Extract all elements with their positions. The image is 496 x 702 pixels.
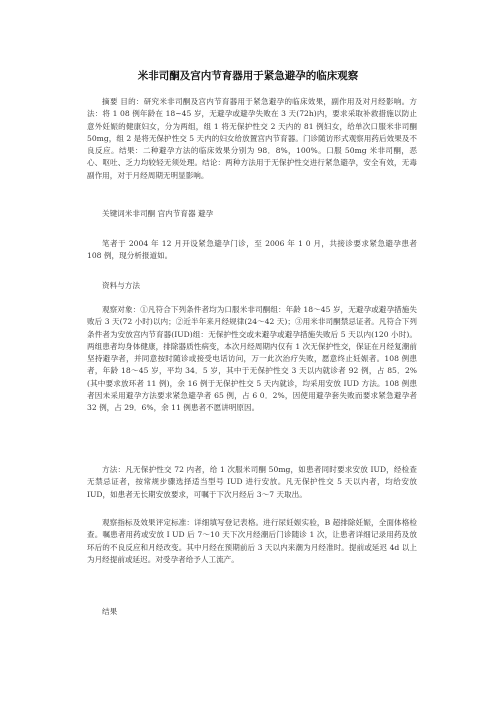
method-paragraph: 方法：凡无保护性交 72 内者，给 1 次服米司酮 50mg，如患者同时要求安放 IUD，经检查无禁忌证者，按常规步骤选择适当型号 IUD 进行安放。凡无保护性交 5 天以内者，均给安放 IUD，如患者无长期安放要求，可嘱于下次月经后 3～7 天取出。	[87, 465, 417, 499]
section-heading-results: 结果	[102, 607, 118, 616]
criteria-paragraph: 观察指标及效果评定标准：详细填写登记表格。进行尿妊娠实验，B 超排除妊娠，全面体格检查。嘱患者用药或安放 I UD 后 7～10 天下次月经潮后门诊随诊 1 次，让患者详细记录用药及放环后的不良反应和月经改变。其中月经在预期前后 3 天以内来潮为月经准时。提前或延迟 4d 以上为月经提前或延迟。对受孕者给予人工流产。	[87, 518, 417, 564]
observation-paragraph: 观察对象：①凡符合下列条件者均为口服米非司酮组：年龄 18～45 岁，无避孕或避孕措施失败后 3 天(72 小时)以内；②近半年来月经规律(24～42 天)；③用米非司酮禁忌证者。凡符合下列条件者为安放宫内节育器(IUD)组：无保护性交或未避孕或避孕措施失败后 5 天以内(120 小时)。两组患者均身体健康，排除器质性病变，本次月经周期内仅有 1 次无保护性交，保证在月经复潮前坚持避孕者，并同意按时随诊或接受电话访问，万一此次治疗失败，愿意终止妊娠者。108 例患者，年龄 18～45 岁，平均 34．5 岁，其中于无保护性交 3 天以内就诊者 92 例，占 85．2%(其中要求放环者 11 例)，余 16 例于无保护性交 5 天内就诊，均采用安放 IUD 方法。108 例患者因未采用避孕方法要求紧急避孕者 65 例，占 6 0．2%，因使用避孕套失败而要求紧急避孕者 32 例，占 29．6%，余 11 例患者不愿讲明原因。	[87, 305, 417, 413]
section-heading-materials: 资料与方法	[102, 281, 140, 290]
document-title: 米非司酮及宫内节育器用于紧急避孕的临床观察	[137, 70, 359, 82]
keywords-line: 关键词米非司酮 宫内节育器 避孕	[102, 209, 214, 218]
abstract-paragraph: 摘要 目的：研究米非司酮及宫内节育器用于紧急避孕的临床效果，副作用及对月经影响。方法：将 1 08 例年龄在 18~45 岁，无避孕或避孕失败在 3 天(72h)内，要求采取补救措施以防止意外妊娠的健康妇女，分为两组，组 1 将无保护性交 2 天内的 81 例妇女，给单次口服米非司酮 50mg，组 2 是将无保护性交 5 天内的妇女给放置宫内节育器。门诊随访形式观察用药后效果及不良反应。结果：二种避孕方法的临床效果分别为 98．8%，100%。口服 50mg 米非司酮，恶心、呕吐、乏力均较轻无须处理。结论：两种方法用于无保护性交进行紧急避孕，安全有效，无毒副作用，对于月经周期无明显影响。	[87, 97, 417, 180]
intro-paragraph: 笔者于 2004 年 12 月开设紧急避孕门诊，至 2006 年 1 0 月，共接诊要求紧急避孕患者 108 例，现分析报道如。	[87, 239, 417, 261]
